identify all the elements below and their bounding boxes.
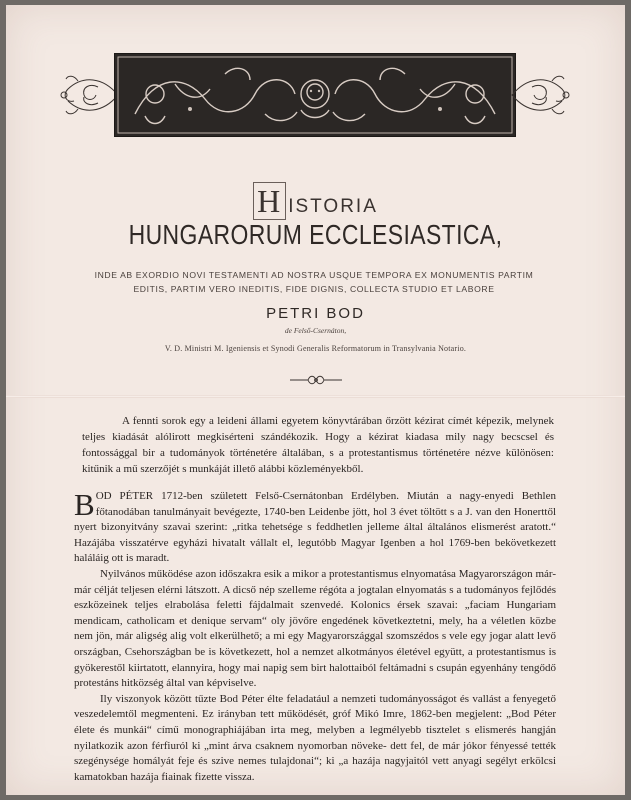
title-historia [6,183,625,220]
page-fold [6,395,625,398]
engraved-header-banner [114,53,516,137]
biography-paragraph-1-text: OD PÉTER 1712-ben született Felső-Csernátonban Erdélyben. Miután a nagy-enyedi Bethlen főtanodában tanulmányait bevégezte, 1740-ben Leidenbe jött, hol 3 évet töltött s a J. van den Honerttől nyert bizonyitvány szavai szerint: „ritka tehetsége s feddhetlen jelleme által általános elismerést aratott.“ Hazájába visszatérve egyházi hivatalt vállalt el, legutóbb Magyar Igenben a hol 1769-ben bekövetkezett haláláig ott is maradt. [74,490,556,565]
author-name: PETRI BOD [266,305,365,322]
drop-cap: B [74,487,95,522]
left-flourish-ornament [58,67,120,123]
title-main: HUNGARORUM ECCLESIASTICA, [128,219,503,250]
intro-paragraph: A fennti sorok egy a leideni állami egyetem könyvtárában őrzött kézirat címét képezik, melynek teljes kiadását alólirott megkisérteni szándékozik. Hogy a kézirat kiadasa mily nagy becscsel és fontossággal bir a tudományok történetére általában, s a protestantismus történetére nézve különösen: kitűnik a mű szerzőjét s munkáját illető alábbi közleményekből. [82,415,554,475]
author-origin: de Felső-Csernáton, [284,326,347,335]
document-page [6,5,625,795]
biography-paragraph-2: Nyilvános működése azon időszakra esik a mikor a protestantismus elnyomatása Magyarországon már-már célját teljesen elérni látszott. A dicső nép szelleme régóta a jogtalan elnyomatás s a tudományos fejlődés eszközeinek teljes elrabolása feletti fájdalmait szenvedé. Kolonics érsek szavai: „faciam Hungariam mendicam, catholicam et denique servam“ oly jövőre engedének következtetni, mely, ha a véletlen közbe nem jön, már aligség alig volt elkerülhető; a mi egy Magyarországgal szomszédos s vele egy jogar alatt levő országban, Csehországban be is következett, hol a nemzet alkotmányos életével együtt, a protestantismus is gyökerestől kiirtatott, elannyira, hogy mai napig sem birt halottaiból feltámadni s csupán egyenhány tengődő protestáns hitközség által van képviselve. [74,567,556,690]
divider-ornament [288,373,344,387]
title-subtitle: INDE AB EXORDIO NOVI TESTAMENTI AD NOSTRA USQUE TEMPORA EX MONUMENTIS PARTIM EDITIS, PARTIM VERO INEDITIS, FIDE DIGNIS, COLLECTA STUDIO ET LABORE [94,270,534,294]
biography-paragraph-3: Ily viszonyok között tűzte Bod Péter élte feladatául a nemzeti tudományosságot és vallást a fenyegető veszedelemtől megmenteni. Ez irányban tett működését, gróf Mikó Imre, 1862-ben megjelent: „Bod Péter élete és munkái“ című monographiájában irta meg, melyben a legmélyebb tisztelet s elismerés hangján nyilatkozik azon férfiuról ki „mint árva csaknem nyomorban növeke- dett fel, de már jókor fényessé tették szegénysége homályát feje és szive nemes tulajdonai“; ki „a hazája nagyjaitól vett anyagi segélyt erkölcsi kamatokban hazája fiainak fizette vissza. [74,692,556,783]
biography-paragraph-1 [74,489,556,567]
author-offices: V. D. Ministri M. Igeniensis et Synodi Generalis Reformatorum in Transylvania Notario. [164,344,467,353]
biography-section [74,489,556,785]
right-flourish-ornament [510,67,572,123]
title-initial: H [253,182,286,220]
title-rest: ISTORIA [288,196,378,217]
